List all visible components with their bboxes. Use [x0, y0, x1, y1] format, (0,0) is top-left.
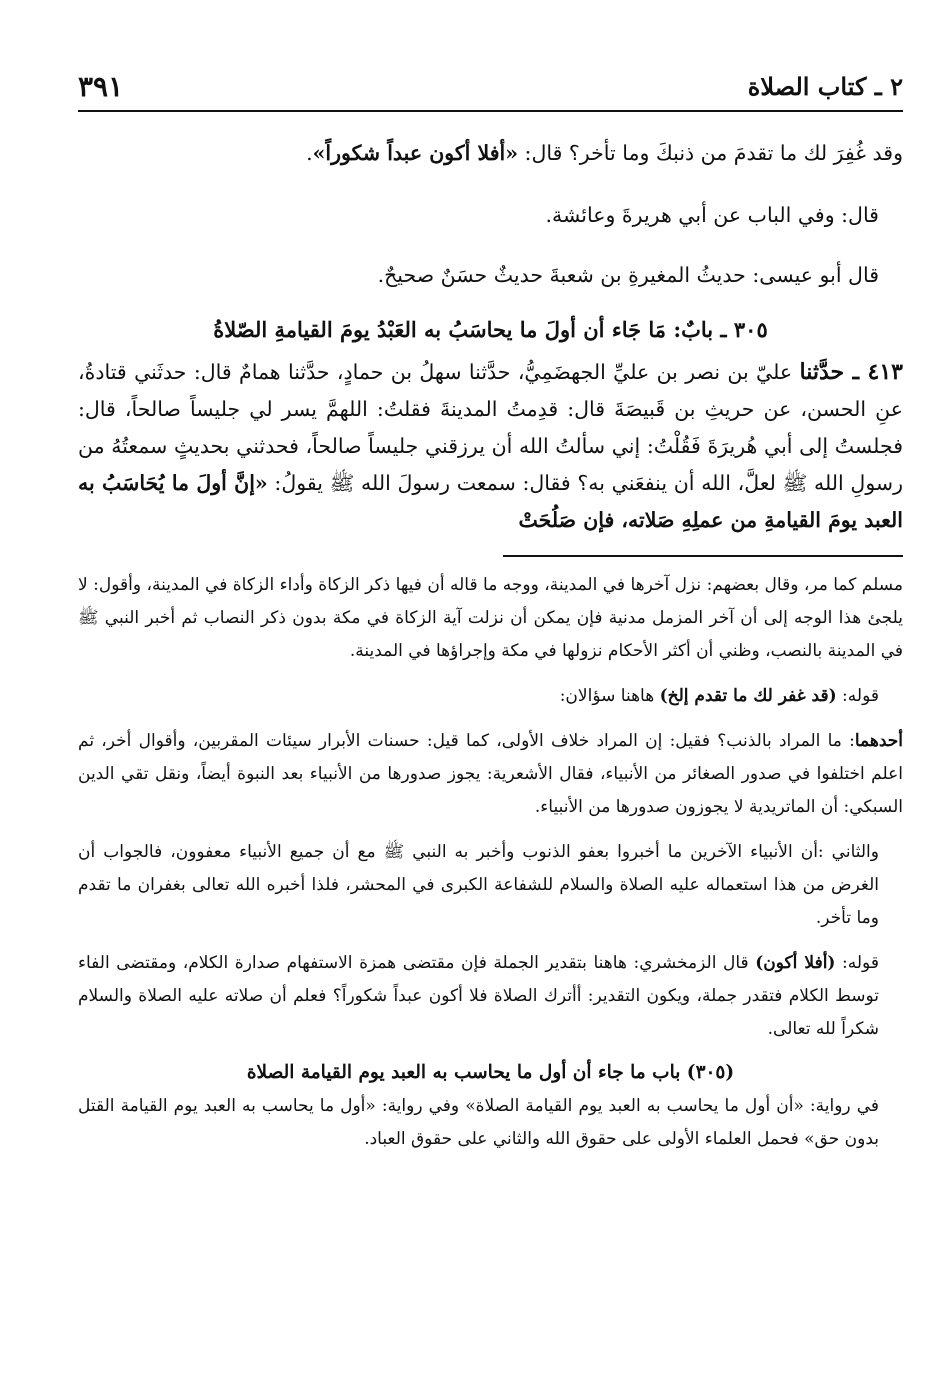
hadith-text: عليّ بن نصر بن عليِّ الجهضَمِيُّ، حدَّثنا سهلُ بن حمادٍ، حدَّثنا همامٌ قال: حدثَني قتادةُ، عنِ الحسن، عن حريثِ بن قَبيصَةَ قال: قدِمتُ المدينةَ فقلتُ: اللهمَّ يسر لي جليساً صالحاً، قال: فجلستُ إلى أبي هُريرَةَ فَقُلْتُ: إني سألتُ الله أن يرزقني جليساً صالحاً، فحدثني بحديثٍ سمعتُهُ من رسولِ الله ﷺ لعلَّ، الله أن ينفعَني به؟ فقال: سمعت رسولَ الله ﷺ يقولُ:	[78, 360, 903, 495]
hadith-number: ٤١٣ ـ حدَّثنا	[799, 359, 903, 385]
text-line-3: قال أبو عيسى: حديثُ المغيرةِ بن شعبةَ حديثٌ حسَنٌ صحيحٌ.	[377, 263, 879, 287]
commentary-section	[78, 569, 903, 1156]
para2-prefix: قوله:	[836, 686, 879, 706]
para2-rest: هاهنا سؤالان:	[559, 686, 660, 706]
hadith-quote: «إنَّ أولَ ما يُحَاسَبُ به العبد يومَ القيامةِ من عملِهِ صَلاته، فإن صَلُحَتْ	[78, 471, 903, 532]
commentary-para-4: والثاني :أن الأنبياء الآخرين ما أخبروا بعفو الذنوب وأخبر به النبي ﷺ مع أن جميع الأنبياء معفوون، فالجواب أن الغرض من هذا استعماله عليه الصلاة والسلام للشفاعة الكبرى في المحشر، فلذا أخبره الله تعالى بغفران ما تقدم وما تأخر.	[78, 842, 879, 928]
footnote-divider	[503, 555, 903, 557]
main-text	[78, 134, 903, 539]
commentary-para-6: في رواية: «أن أول ما يحاسب به العبد يوم القيامة الصلاة» وفي رواية: «أول ما يحاسب به العبد يوم القيامة القتل بدون حق» فحمل العلماء الأولى على حقوق الله والثاني على حقوق العباد.	[78, 1096, 879, 1149]
commentary-subheading: (٣٠٥) باب ما جاء أن أول ما يحاسب به العبد يوم القيامة الصلاة	[246, 1062, 735, 1083]
page-header	[78, 70, 903, 112]
commentary-para-1: مسلم كما مر، وقال بعضهم: نزل آخرها في المدينة، ووجه ما قاله أن فيها ذكر الزكاة وأداء الزكاة في المدينة، وأقول: لا يلجئ هذا الوجه إلى أن آخر المزمل مدنية فإن يمكن أن نزلت آية الزكاة في مكة بدون ذكر النصاب ثم أخبر النبي ﷺ في المدينة بالنصب، وظني أن أكثر الأحكام نزولها في مكة وإجراؤها في المدينة.	[78, 575, 903, 661]
para3-rest: : ما المراد بالذنب؟ فقيل: إن المراد خلاف الأولى، كما قيل: حسنات الأبرار سيئات المقربين، وأقوال أخر، ثم اعلم اختلفوا في صدور الصغائر من الأنبياء، فقال الأشعرية: يجوز صدورها من الأنبياء بعد النبوة أيضاً، ونقل تقي الدين السبكي: أن الماتريدية لا يجوزون صدورها من الأنبياء.	[78, 731, 903, 817]
commentary-para-3	[78, 725, 903, 824]
commentary-para-5	[78, 947, 903, 1046]
text-line-2: قال: وفي الباب عن أبي هريرةَ وعائشة.	[545, 203, 879, 227]
text-line-1	[78, 134, 903, 172]
hadith-paragraph	[78, 354, 903, 539]
para3-bold: أحدهما	[854, 731, 903, 751]
para5-bold: (أفلا أكون)	[755, 953, 836, 973]
para5-prefix: قوله:	[835, 953, 879, 973]
chapter-title: ٢ ـ كتاب الصلاة	[747, 72, 903, 101]
para5-rest: قال الزمخشري: هاهنا بتقدير الجملة فإن مقتضى همزة الاستفهام صدارة الكلام، ومقتضى الفاء توسط الكلام فتقدر جملة، ويكون التقدير: أأترك الصلاة فلا أكون عبداً شكوراً؟ فعلم أن صلاته عليه الصلاة والسلام شكراً لله تعالى.	[78, 953, 879, 1039]
commentary-para-2	[78, 680, 903, 713]
line1-text: وقد غُفِرَ لك ما تقدمَ من ذنبكَ وما تأخر؟ قال:	[518, 141, 903, 165]
line1-end: .	[306, 141, 313, 165]
page-number: ٣٩١	[78, 70, 124, 103]
chapter-heading: ٣٠٥ ـ بابٌ: مَا جَاء أن أولَ ما يحاسَبُ به العَبْدُ يومَ القيامةِ الصّلاةُ	[213, 317, 768, 342]
para2-bold: (قد غفر لك ما تقدم إلخ)	[659, 686, 837, 706]
line1-quote: «أفلا أكون عبداً شكوراً»	[312, 141, 519, 165]
